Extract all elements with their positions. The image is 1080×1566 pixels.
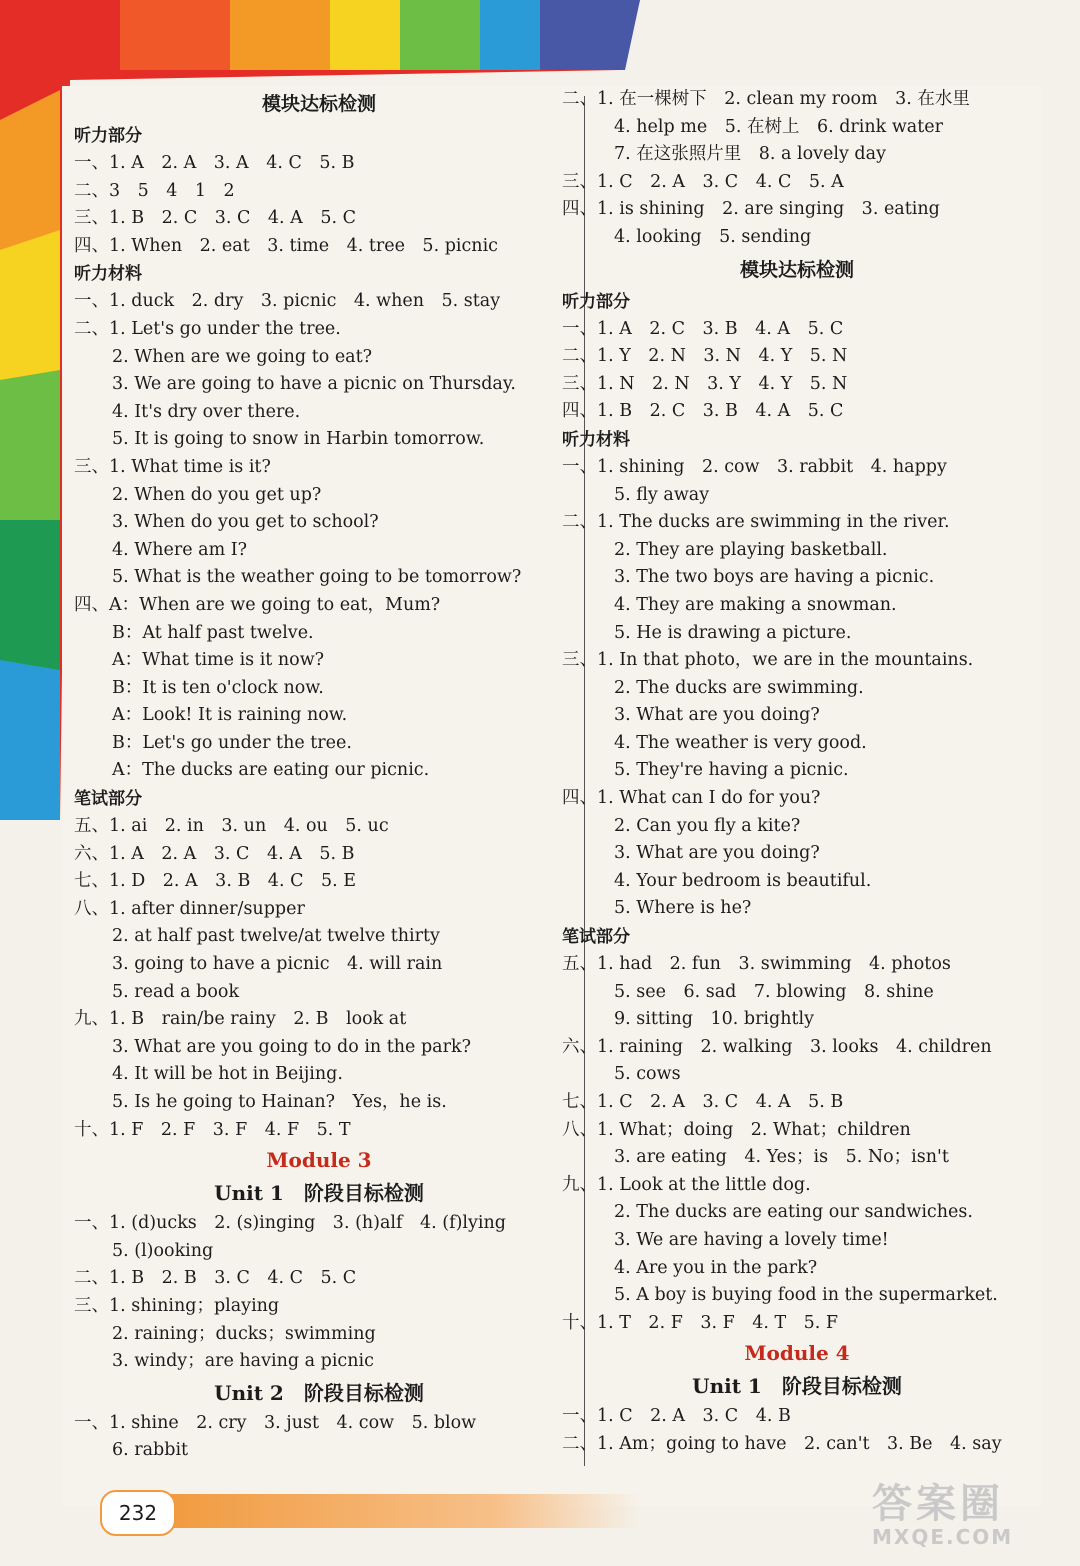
answer-line: 三、1. B 2. C 3. C 4. A 5. C — [74, 208, 356, 229]
answer-line: 四、1. When 2. eat 3. time 4. tree 5. picnic — [74, 235, 498, 256]
answer-line: B：It is ten o'clock now. — [112, 677, 324, 698]
answer-line: 3. are eating 4. Yes；is 5. No；isn't — [614, 1147, 949, 1168]
answer-line: 3. What are you doing? — [614, 705, 820, 726]
unit-title: Unit 1 阶段目标检测 — [214, 1181, 424, 1206]
answer-line: 九、1. B rain/be rainy 2. B look at — [74, 1009, 407, 1030]
answer-line: 3. What are you doing? — [614, 843, 820, 864]
answer-line: 3. The two boys are having a picnic. — [614, 567, 935, 588]
answer-line: 二、1. 在一棵树下 2. clean my room 3. 在水里 — [562, 89, 970, 109]
answer-line: 5. see 6. sad 7. blowing 8. shine — [614, 981, 934, 1002]
answer-line: 5. Where is he? — [614, 898, 752, 919]
answer-line: 一、1. shining 2. cow 3. rabbit 4. happy — [562, 456, 947, 477]
module-title: Module 4 — [744, 1341, 850, 1366]
page-number-badge — [100, 1490, 640, 1536]
part-title: 听力材料 — [562, 429, 630, 450]
answer-line: 四、1. B 2. C 3. B 4. A 5. C — [562, 401, 844, 422]
section-heading: 模块达标检测 — [261, 93, 376, 115]
answer-line: 3. When do you get to school? — [112, 512, 379, 533]
answer-line: 4. They are making a snowman. — [614, 594, 897, 615]
answer-line: 七、1. C 2. A 3. C 4. A 5. B — [562, 1092, 844, 1112]
answer-line: 二、1. Y 2. N 3. N 4. Y 5. N — [562, 346, 848, 367]
watermark-bottom: MXQE.COM — [872, 1525, 1014, 1549]
module-title: Module 3 — [266, 1148, 372, 1173]
answer-line: 2. Can you fly a kite? — [614, 815, 801, 836]
answer-line: 七、1. D 2. A 3. B 4. C 5. E — [74, 871, 356, 892]
answer-line: 5. fly away — [614, 484, 710, 505]
answer-line: 4. Are you in the park? — [614, 1257, 818, 1278]
answer-line: 九、1. Look at the little dog. — [562, 1174, 811, 1195]
answer-line: 9. sitting 10. brightly — [614, 1009, 815, 1030]
answer-line: 四、A：When are we going to eat，Mum? — [74, 594, 441, 615]
answer-line: 二、1. Let's go under the tree. — [74, 318, 341, 339]
answer-line: 三、1. What time is it? — [74, 456, 271, 477]
answer-line: 7. 在这张照片里 8. a lovely day — [614, 144, 886, 165]
answer-line: 5. Is he going to Hainan? Yes，he is. — [112, 1092, 447, 1112]
answer-line: 二、3 5 4 1 2 — [74, 180, 235, 201]
answer-line: 3. We are having a lovely time! — [614, 1229, 889, 1250]
answer-sheet — [62, 86, 1042, 1506]
answer-line: 一、1. A 2. A 3. A 4. C 5. B — [74, 153, 355, 173]
answer-line: 四、1. is shining 2. are singing 3. eating — [562, 199, 940, 220]
section-heading: 模块达标检测 — [739, 258, 854, 281]
answer-line: B：At half past twelve. — [112, 622, 314, 643]
answer-line: 4. looking 5. sending — [614, 226, 812, 247]
answer-line: 十、1. F 2. F 3. F 4. F 5. T — [74, 1119, 351, 1140]
answer-line: A：What time is it now? — [112, 650, 325, 671]
answer-line: 六、1. A 2. A 3. C 4. A 5. B — [74, 843, 355, 864]
answer-line: 八、1. What；doing 2. What；children — [562, 1119, 911, 1140]
answer-line: 3. We are going to have a picnic on Thursday. — [112, 374, 516, 395]
part-title: 听力材料 — [74, 264, 142, 285]
part-title: 笔试部分 — [74, 789, 142, 810]
answer-line: A：The ducks are eating our picnic. — [112, 760, 430, 781]
answer-line: A：Look! It is raining now. — [112, 705, 348, 726]
answer-line: 4. It will be hot in Beijing. — [112, 1064, 343, 1085]
answer-line: 2. raining；ducks；swimming — [112, 1323, 376, 1344]
answer-line: 一、1. C 2. A 3. C 4. B — [562, 1406, 791, 1427]
answer-line: 五、1. ai 2. in 3. un 4. ou 5. uc — [74, 816, 389, 837]
part-title: 听力部分 — [74, 126, 142, 146]
answer-line: 五、1. had 2. fun 3. swimming 4. photos — [562, 954, 951, 975]
page-number-bar — [160, 1494, 640, 1528]
part-title: 听力部分 — [562, 291, 630, 312]
answer-line: 八、1. after dinner/supper — [74, 898, 305, 919]
answer-line: 5. What is the weather going to be tomorrow? — [112, 567, 522, 588]
answer-line: 二、1. The ducks are swimming in the river. — [562, 512, 950, 533]
answer-line: 3. What are you going to do in the park? — [112, 1036, 471, 1057]
answer-line: 2. When are we going to eat? — [112, 346, 373, 367]
answer-line: 三、1. shining；playing — [74, 1295, 280, 1316]
answer-line: 6. rabbit — [112, 1440, 189, 1461]
answer-line: 十、1. T 2. F 3. F 4. T 5. F — [562, 1312, 839, 1333]
answer-line: 5. read a book — [112, 981, 240, 1002]
right-column — [562, 86, 1032, 1459]
left-column — [74, 86, 564, 1465]
answer-line: 4. Where am I? — [112, 539, 248, 560]
answer-line: 一、1. duck 2. dry 3. picnic 4. when 5. stay — [74, 291, 501, 312]
answer-line: 二、1. B 2. B 3. C 4. C 5. C — [74, 1268, 357, 1289]
answer-line: 5. They're having a picnic. — [614, 760, 849, 781]
answer-line: 六、1. raining 2. walking 3. looks 4. children — [562, 1036, 992, 1057]
unit-title: Unit 2 阶段目标检测 — [214, 1380, 424, 1405]
answer-line: 一、1. A 2. C 3. B 4. A 5. C — [562, 318, 844, 339]
answer-line: 5. He is drawing a picture. — [614, 622, 852, 643]
answer-line: 四、1. What can I do for you? — [562, 788, 821, 809]
answer-line: 5. cows — [614, 1064, 681, 1085]
answer-line: 三、1. C 2. A 3. C 4. C 5. A — [562, 171, 844, 192]
answer-line: 一、1. shine 2. cry 3. just 4. cow 5. blow — [74, 1412, 477, 1433]
watermark-logo — [872, 1482, 1062, 1552]
answer-line: 4. Your bedroom is beautiful. — [614, 870, 872, 891]
part-title: 笔试部分 — [562, 927, 630, 948]
answer-line: 4. The weather is very good. — [614, 732, 867, 753]
answer-line: 二、1. Am；going to have 2. can't 3. Be 4. say — [562, 1433, 1002, 1454]
answer-line: 2. They are playing basketball. — [614, 539, 888, 560]
answer-line: 2. The ducks are swimming. — [614, 677, 864, 698]
answer-line: 三、1. In that photo，we are in the mountains. — [562, 650, 974, 671]
answer-line: 4. It's dry over there. — [112, 401, 301, 422]
answer-line: 一、1. (d)ucks 2. (s)inging 3. (h)alf 4. (f)lying — [74, 1213, 506, 1234]
answer-line: 2. at half past twelve/at twelve thirty — [112, 926, 440, 947]
answer-line: 5. It is going to snow in Harbin tomorrow. — [112, 429, 485, 450]
watermark-top: 答案圈 — [872, 1481, 1004, 1527]
answer-line: 2. When do you get up? — [112, 484, 322, 505]
answer-line: 4. help me 5. 在树上 6. drink water — [614, 116, 943, 137]
answer-line: 3. windy；are having a picnic — [112, 1351, 374, 1372]
answer-line: 5. (l)ooking — [112, 1240, 214, 1261]
page-number: 232 — [100, 1490, 176, 1536]
answer-line: 三、1. N 2. N 3. Y 4. Y 5. N — [562, 373, 848, 394]
answer-line: 5. A boy is buying food in the supermarket. — [614, 1285, 998, 1306]
unit-title: Unit 1 阶段目标检测 — [692, 1374, 902, 1399]
answer-line: 3. going to have a picnic 4. will rain — [112, 954, 443, 975]
answer-line: B：Let's go under the tree. — [112, 732, 352, 753]
answer-line: 2. The ducks are eating our sandwiches. — [614, 1202, 973, 1223]
